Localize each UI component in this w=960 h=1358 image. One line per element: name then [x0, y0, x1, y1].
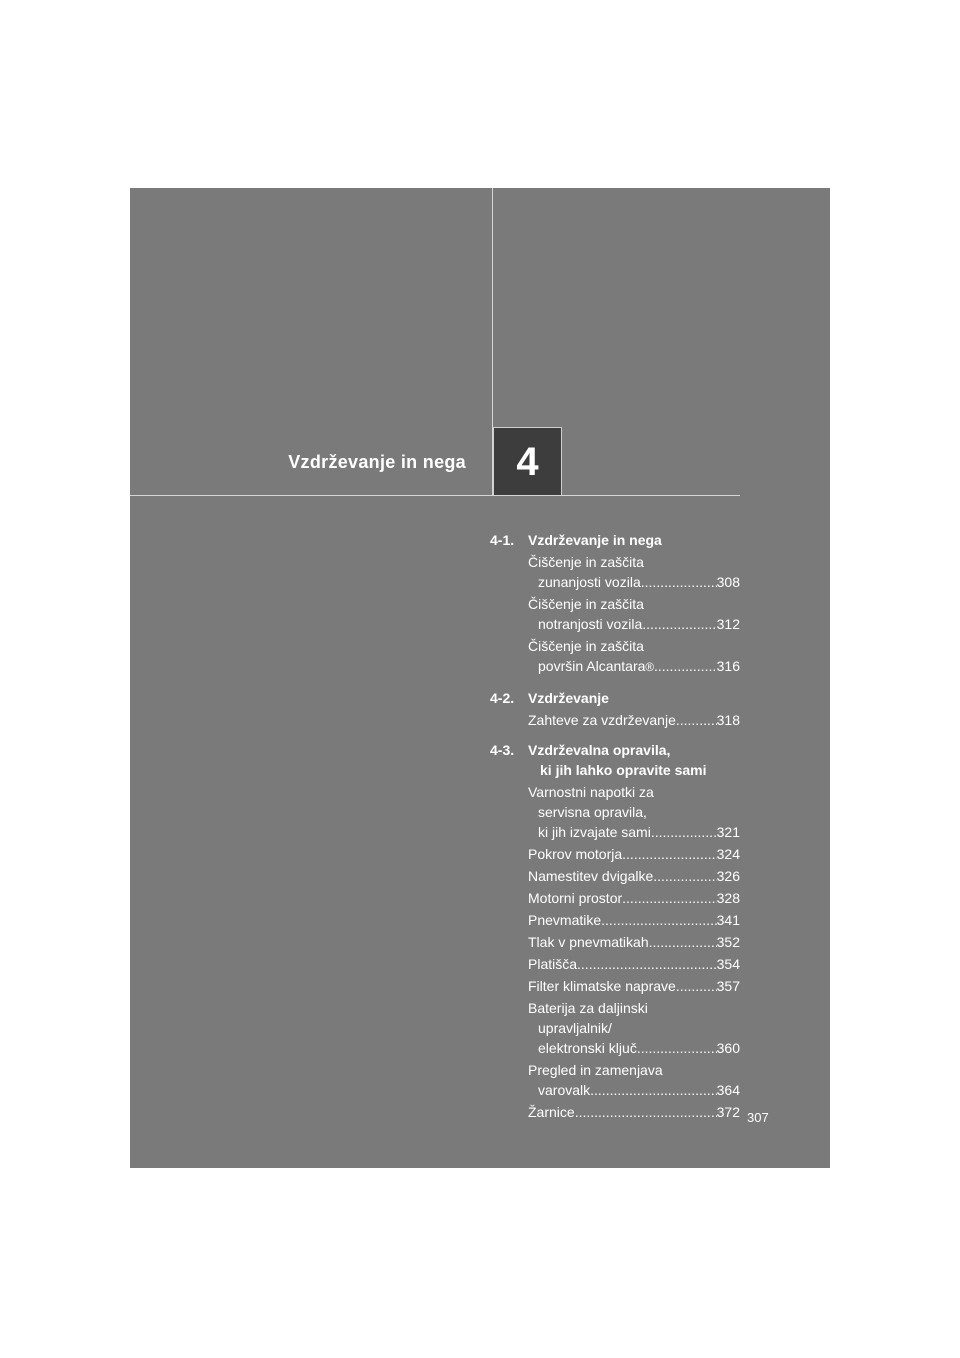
entry-page: 312 [716, 616, 740, 632]
section-title: Vzdrževalna opravila, [528, 742, 671, 758]
entry-page: 321 [716, 824, 740, 840]
dot-leader [676, 710, 717, 730]
entry-text: ki jih izvajate sami [538, 824, 651, 840]
entry-text: površin Alcantara [538, 658, 646, 674]
toc-entry[interactable] [528, 998, 740, 1058]
toc-entry[interactable] [528, 552, 740, 592]
entry-text: elektronski ključ [538, 1040, 637, 1056]
entry-text: Pregled in zamenjava [528, 1062, 663, 1078]
entry-text: Čiščenje in zaščita [528, 638, 644, 654]
dot-leader [642, 614, 716, 634]
entry-page: 324 [716, 846, 740, 862]
dot-leader [622, 844, 716, 864]
entry-text: Čiščenje in zaščita [528, 554, 644, 570]
entry-text: Pnevmatike [528, 912, 602, 928]
toc-section [490, 740, 740, 1122]
toc-entry[interactable] [528, 844, 740, 864]
entry-text: varovalk [538, 1082, 591, 1098]
entry-page: 326 [716, 868, 740, 884]
dot-leader [649, 932, 717, 952]
entry-text: Žarnice [528, 1104, 575, 1120]
entry-text: Platišča [528, 956, 578, 972]
entry-text: notranjosti vozila [538, 616, 643, 632]
toc-entry[interactable] [528, 782, 740, 842]
dot-leader [601, 910, 716, 930]
section-heading [490, 740, 740, 760]
dot-leader [575, 1102, 717, 1122]
toc-entry[interactable] [528, 910, 740, 930]
entry-text: Čiščenje in zaščita [528, 596, 644, 612]
chapter-number-box [493, 427, 562, 495]
section-title-continued: ki jih lahko opravite sami [540, 762, 707, 778]
dot-leader [577, 954, 717, 974]
entry-text: zunanjosti vozila [538, 574, 641, 590]
toc-entry[interactable] [528, 976, 740, 996]
dot-leader [653, 866, 716, 886]
entry-page: 354 [716, 956, 740, 972]
page-number: 307 [747, 1110, 769, 1125]
entry-page: 316 [716, 658, 740, 674]
dot-leader [676, 976, 717, 996]
table-of-contents [490, 530, 740, 1132]
section-number: 4-2. [490, 690, 515, 706]
section-title: Vzdrževanje in nega [528, 532, 662, 548]
entry-page: 357 [716, 978, 740, 994]
entry-text: Filter klimatske naprave [528, 978, 676, 994]
toc-entry[interactable] [528, 1060, 740, 1100]
dot-leader [590, 1080, 717, 1100]
toc-entry[interactable] [528, 932, 740, 952]
toc-entry[interactable] [528, 888, 740, 908]
dot-leader [622, 888, 716, 908]
entry-page: 372 [716, 1104, 740, 1120]
horizontal-divider [130, 495, 740, 496]
chapter-number: 4 [516, 440, 539, 484]
dot-leader [651, 822, 717, 842]
section-number: 4-3. [490, 742, 515, 758]
toc-entry[interactable] [528, 710, 740, 730]
entry-text: Zahteve za vzdrževanje [528, 712, 676, 728]
toc-entry[interactable] [528, 954, 740, 974]
section-title: Vzdrževanje [528, 690, 609, 706]
dot-leader [637, 1038, 717, 1058]
entry-page: 318 [716, 712, 740, 728]
entry-text: Namestitev dvigalke [528, 868, 654, 884]
entry-text: Varnostni napotki za [528, 784, 654, 800]
dot-leader [641, 572, 717, 592]
entry-page: 341 [716, 912, 740, 928]
entry-page: 308 [716, 574, 740, 590]
section-number: 4-1. [490, 532, 515, 548]
entry-text: Tlak v pnevmatikah [528, 934, 649, 950]
entry-text: servisna opravila, [538, 804, 647, 820]
toc-section [490, 688, 740, 730]
toc-entry[interactable] [528, 636, 740, 678]
entry-text: Pokrov motorja [528, 846, 623, 862]
toc-entry[interactable] [528, 594, 740, 634]
section-heading [490, 688, 740, 708]
toc-entry[interactable] [528, 1102, 740, 1122]
entry-page: 360 [716, 1040, 740, 1056]
entry-text: upravljalnik/ [538, 1020, 612, 1036]
entry-text: Baterija za daljinski [528, 1000, 648, 1016]
entry-page: 352 [716, 934, 740, 950]
section-heading [490, 530, 740, 550]
entry-page: 364 [716, 1082, 740, 1098]
toc-section [490, 530, 740, 678]
entry-text: Motorni prostor [528, 890, 623, 906]
toc-entry[interactable] [528, 866, 740, 886]
chapter-title: Vzdrževanje in nega [288, 452, 466, 472]
entry-page: 328 [716, 890, 740, 906]
dot-leader [654, 656, 717, 676]
registered-mark: ® [645, 661, 654, 674]
